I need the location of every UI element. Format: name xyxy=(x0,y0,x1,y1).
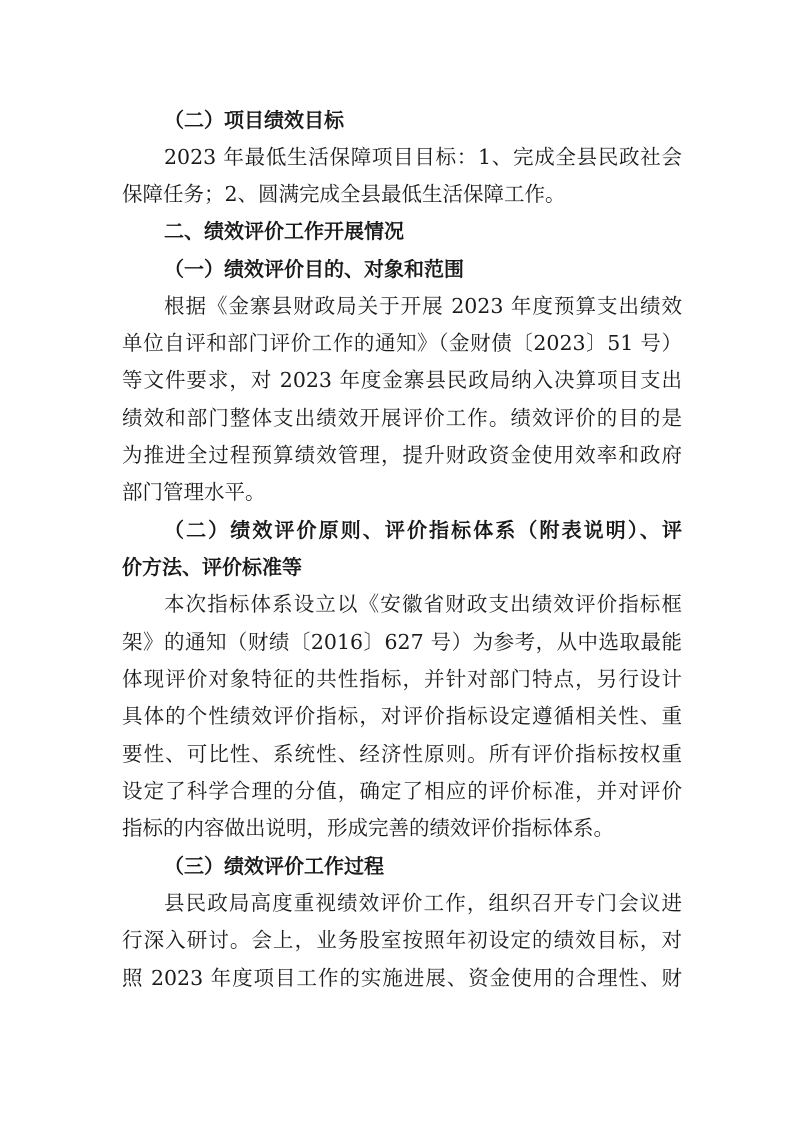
body-line: 指标的内容做出说明，形成完善的绩效评价指标体系。 xyxy=(122,816,614,840)
body-line: 2023 年最低生活保障项目目标：1、完成全县民政社会 xyxy=(164,145,682,169)
body-line: 本次指标体系设立以《安徽省财政支出绩效评价指标框 xyxy=(164,592,682,616)
body-line: 要性、可比性、系统性、经济性原则。所有评价指标按权重 xyxy=(122,742,682,766)
body-line: 保障任务；2、圆满完成全县最低生活保障工作。 xyxy=(122,182,566,206)
subheading-process: （三）绩效评价工作过程 xyxy=(164,854,384,878)
section-heading: 二、绩效评价工作开展情况 xyxy=(164,219,404,243)
body-line: 架》的通知（财绩〔2016〕627 号）为参考，从中选取最能 xyxy=(122,630,682,654)
body-line: 体现评价对象特征的共性指标，并针对部门特点，另行设计 xyxy=(122,667,682,691)
body-line: 具体的个性绩效评价指标，对评价指标设定遵循相关性、重 xyxy=(122,704,682,728)
body-line: 根据《金寨县财政局关于开展 2023 年度预算支出绩效 xyxy=(164,294,682,318)
subheading-principles-cont: 价方法、评价标准等 xyxy=(122,555,302,579)
body-line: 等文件要求，对 2023 年度金寨县民政局纳入决算项目支出 xyxy=(122,368,682,392)
subheading-principles: （二）绩效评价原则、评价指标体系（附表说明）、评 xyxy=(164,518,682,542)
body-line: 部门管理水平。 xyxy=(122,480,266,504)
body-line: 设定了科学合理的分值，确定了相应的评价标准，并对评价 xyxy=(122,779,682,803)
body-line: 单位自评和部门评价工作的通知》（金财债〔2023〕51 号） xyxy=(122,331,682,355)
body-line: 照 2023 年度项目工作的实施进展、资金使用的合理性、财 xyxy=(122,966,682,990)
body-line: 行深入研讨。会上，业务股室按照年初设定的绩效目标，对 xyxy=(122,928,682,952)
subheading-project-goals: （二）项目绩效目标 xyxy=(164,108,344,132)
body-line: 县民政局高度重视绩效评价工作，组织召开专门会议进 xyxy=(164,891,682,915)
body-line: 绩效和部门整体支出绩效开展评价工作。绩效评价的目的是 xyxy=(122,406,682,430)
body-line: 为推进全过程预算绩效管理，提升财政资金使用效率和政府 xyxy=(122,443,682,467)
subheading-purpose: （一）绩效评价目的、对象和范围 xyxy=(164,257,464,281)
